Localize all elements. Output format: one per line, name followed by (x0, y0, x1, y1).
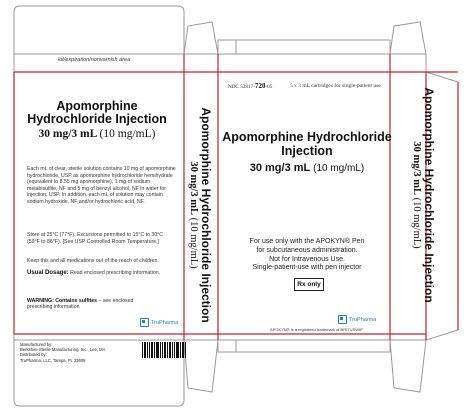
left-strength-concentration: (10 mg/mL) (99, 128, 156, 140)
center-product-name: Apomorphine Hydrochloride Injection (222, 130, 392, 158)
manufacturer-line-2: Berkshire Sterile Manufacturing, Inc., Lee, MA (20, 347, 106, 353)
trupharma-logo-icon (140, 318, 149, 327)
right-strength (411, 80, 422, 310)
manufacturer-line-3: Distributed by: (20, 352, 47, 358)
center-strength-concentration: (10 mg/mL) (313, 163, 365, 174)
usage-instructions (222, 238, 392, 273)
ndc-prefix: NDC 52817- (228, 84, 255, 90)
left-strength-main: 30 mg/3 mL (38, 128, 97, 140)
manufacturer-line-1: Manufactured by: (20, 342, 53, 347)
side-product-name: Apomorphine Hydrochloride Injection (199, 107, 213, 323)
side-panel-vertical-label (188, 100, 213, 330)
right-panel-vertical-label (411, 80, 436, 310)
cartridge-count: 5 x 3 mL cartridges for single-patient use (290, 83, 381, 89)
barcode-bars (142, 342, 186, 358)
warning-text: – see enclosed prescribing information (27, 298, 134, 311)
storage-text: Store at 25°C (77°F). Excursions permitted to 15°C to 30°C (59°F to 86°F). [See USP Controlled Room Temperature.] (27, 232, 164, 245)
usage-line-2: for subcutaneous administration. (256, 246, 358, 254)
center-logo-text: TruPharma (349, 316, 377, 323)
ndc-number: 720 (254, 82, 266, 90)
left-logo-text: TruPharma (151, 319, 179, 326)
usage-line-4: Single-patient-use with pen injector (252, 264, 362, 272)
right-product-name: Apomorphine Hydrochloride Injection (422, 87, 436, 303)
rx-only-box: Rx only (294, 278, 324, 291)
side-strength-concentration: (10 mg/mL) (188, 217, 199, 269)
manufacturer-info (20, 342, 140, 363)
left-strength (22, 128, 172, 140)
center-trupharma-logo (338, 315, 376, 324)
side-strength (188, 100, 199, 330)
keep-out-of-reach-text: Keep this and all medications out of the reach of children. (27, 258, 159, 264)
trupharma-logo-icon (338, 315, 347, 324)
left-trupharma-logo (140, 318, 178, 327)
left-product-name: Apomorphine Hydrochloride Injection (27, 99, 167, 126)
sulfite-warning (27, 298, 147, 311)
composition-text: Each mL of clear, sterile solution contains 10 mg of apomorphine hydrochloride, USP as apomorphine hydrochloride hemihydrate (equivalent to 8.55 mg apomorphine), 1 mg of sodium metabisulfite, NF and 5 mg of benzyl alcohol, NF in water for injection, USP. In addition, each mL of solution may contain sodium hydroxide, NF and/or hydrochloric acid, NF. (27, 166, 176, 205)
center-strength (222, 162, 392, 174)
usual-dosage (27, 270, 179, 276)
warning-label: WARNING: Contains sulfites (27, 298, 98, 304)
side-strength-main: 30 mg/3 mL (188, 161, 199, 215)
right-strength-concentration: (10 mg/mL) (411, 197, 422, 249)
center-strength-main: 30 mg/3 mL (249, 162, 311, 174)
ndc-code (228, 82, 272, 90)
lot-expiration-area-label: lot/expiration/nonvarnish area (58, 57, 131, 63)
barcode (142, 342, 186, 358)
usual-dosage-text: Read enclosed prescribing information. (70, 270, 161, 276)
right-strength-main: 30 mg/3 mL (411, 141, 422, 195)
usage-line-3: Not for Intravenous Use. (269, 255, 345, 263)
usage-line-1: For use only with the APOKYN® Pen (249, 238, 365, 245)
manufacturer-line-4: TruPharma, LLC, Tampa, FL 33609 (20, 357, 86, 363)
ndc-suffix: -05 (265, 84, 273, 90)
trademark-notice: APOKYN® is a registered trademark of BRITUSWIP (270, 327, 363, 332)
usual-dosage-label: Usual Dosage: (27, 270, 69, 276)
